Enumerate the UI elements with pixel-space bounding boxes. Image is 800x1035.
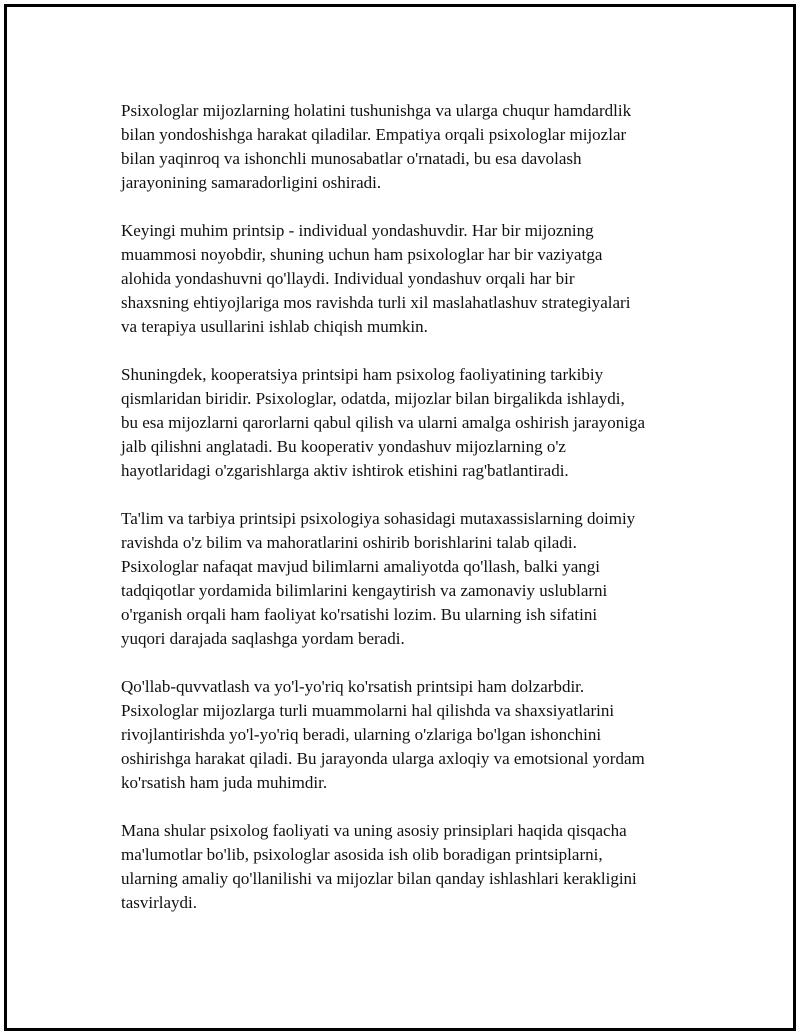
text-line: tasvirlaydi. bbox=[121, 893, 198, 912]
text-line: Qo'llab-quvvatlash va yo'l-yo'riq ko'rsatish printsipi ham dolzarbdir. bbox=[121, 677, 585, 696]
text-line: ularning amaliy qo'llanilishi va mijozlar bilan qanday ishlashlari kerakligini bbox=[121, 869, 637, 888]
text-line: oshirishga harakat qiladi. Bu jarayonda ularga axloqiy va emotsional yordam bbox=[121, 749, 645, 768]
text-line: Keyingi muhim printsip - individual yondashuvdir. Har bir mijozning bbox=[121, 221, 594, 240]
text-line: va terapiya usullarini ishlab chiqish mumkin. bbox=[121, 317, 428, 336]
text-line: ma'lumotlar bo'lib, psixologlar asosida ish olib boradigan printsiplarni, bbox=[121, 845, 603, 864]
text-line: bilan yondoshishga harakat qiladilar. Empatiya orqali psixologlar mijozlar bbox=[121, 125, 627, 144]
text-line: Psixologlar mijozlarning holatini tushunishga va ularga chuqur hamdardlik bbox=[121, 101, 632, 120]
text-line: alohida yondashuvni qo'llaydi. Individual yondashuv orqali har bir bbox=[121, 269, 575, 288]
text-line: yuqori darajada saqlashga yordam beradi. bbox=[121, 629, 405, 648]
document-body bbox=[121, 99, 701, 939]
text-line: jalb qilishni anglatadi. Bu kooperativ yondashuv mijozlarning o'z bbox=[121, 437, 566, 456]
text-line: tadqiqotlar yordamida bilimlarini kengaytirish va zamonaviy uslublarni bbox=[121, 581, 608, 600]
page-frame bbox=[4, 4, 796, 1031]
paragraph-education bbox=[121, 507, 701, 651]
text-line: ravishda o'z bilim va mahoratlarini oshirib borishlarini talab qiladi. bbox=[121, 533, 577, 552]
text-line: shaxsning ehtiyojlariga mos ravishda turli xil maslahatlashuv strategiyalari bbox=[121, 293, 631, 312]
paragraph-empathy bbox=[121, 99, 701, 195]
text-line: Mana shular psixolog faoliyati va uning asosiy prinsiplari haqida qisqacha bbox=[121, 821, 627, 840]
paragraph-individual-approach bbox=[121, 219, 701, 339]
text-line: Shuningdek, kooperatsiya printsipi ham psixolog faoliyatining tarkibiy bbox=[121, 365, 604, 384]
text-line: rivojlantirishda yo'l-yo'riq beradi, ularning o'zlariga bo'lgan ishonchini bbox=[121, 725, 602, 744]
text-line: o'rganish orqali ham faoliyat ko'rsatishi lozim. Bu ularning ish sifatini bbox=[121, 605, 598, 624]
text-line: jarayonining samaradorligini oshiradi. bbox=[121, 173, 382, 192]
paragraph-summary bbox=[121, 819, 701, 915]
text-line: qismlaridan biridir. Psixologlar, odatda, mijozlar bilan birgalikda ishlaydi, bbox=[121, 389, 625, 408]
text-line: hayotlaridagi o'zgarishlarga aktiv ishtirok etishini rag'batlantiradi. bbox=[121, 461, 569, 480]
text-line: Psixologlar mijozlarga turli muammolarni hal qilishda va shaxsiyatlarini bbox=[121, 701, 615, 720]
text-line: bilan yaqinroq va ishonchli munosabatlar o'rnatadi, bu esa davolash bbox=[121, 149, 582, 168]
text-line: Psixologlar nafaqat mavjud bilimlarni amaliyotda qo'llash, balki yangi bbox=[121, 557, 600, 576]
text-line: bu esa mijozlarni qarorlarni qabul qilish va ularni amalga oshirish jarayoniga bbox=[121, 413, 646, 432]
text-line: Ta'lim va tarbiya printsipi psixologiya sohasidagi mutaxassislarning doimiy bbox=[121, 509, 636, 528]
text-line: ko'rsatish ham juda muhimdir. bbox=[121, 773, 328, 792]
paragraph-support bbox=[121, 675, 701, 795]
paragraph-cooperation bbox=[121, 363, 701, 483]
text-line: muammosi noyobdir, shuning uchun ham psixologlar har bir vaziyatga bbox=[121, 245, 603, 264]
